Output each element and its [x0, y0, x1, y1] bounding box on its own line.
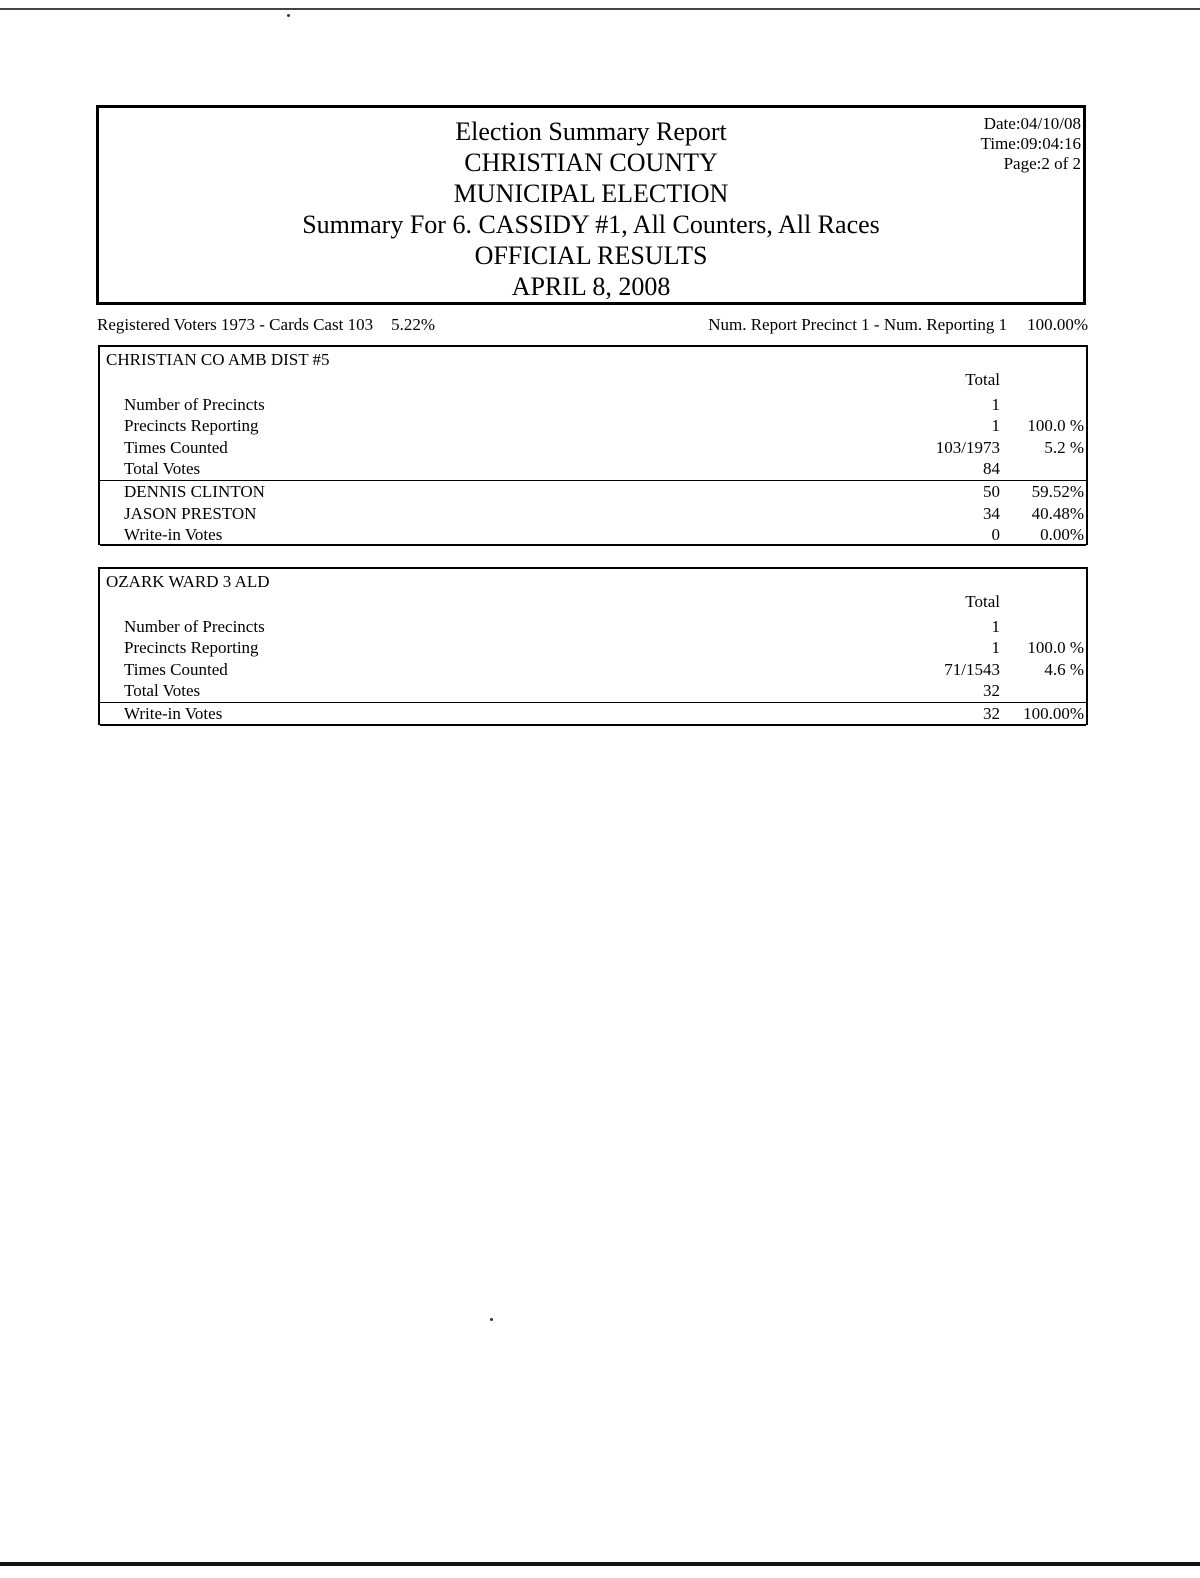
- race-box-ambulance-district: [98, 345, 1088, 545]
- candidate-row: [100, 703, 1086, 724]
- scan-speck: [490, 1318, 493, 1321]
- stat-label: Number of Precincts: [124, 617, 265, 636]
- scan-edge-top: [0, 8, 1200, 10]
- voter-summary-text: Registered Voters 1973 - Cards Cast 103: [97, 315, 374, 334]
- total-column-header: Total: [965, 370, 1000, 389]
- stat-value: 103/1973: [935, 438, 1000, 457]
- stat-row: [100, 659, 1086, 680]
- stat-label: Times Counted: [124, 660, 228, 679]
- candidate-percent: 59.52%: [1031, 482, 1084, 501]
- stat-value: 1: [991, 617, 1000, 636]
- scan-edge-bottom: [0, 1562, 1200, 1566]
- candidate-percent: 0.00%: [1040, 525, 1084, 544]
- candidate-votes: 0: [991, 525, 1000, 544]
- report-meta: [981, 114, 1081, 174]
- reporting-summary-text: Num. Report Precinct 1 - Num. Reporting 1: [708, 315, 1008, 334]
- candidate-percent: 100.00%: [1023, 704, 1084, 723]
- candidate-name: Write-in Votes: [124, 525, 223, 544]
- report-time: Time:09:04:16: [980, 134, 1081, 153]
- stat-value: 32: [983, 681, 1000, 700]
- stat-label: Precincts Reporting: [124, 416, 259, 435]
- stat-percent: 100.0 %: [1027, 416, 1084, 435]
- candidate-percent: 40.48%: [1031, 504, 1084, 523]
- voter-summary: [97, 315, 435, 335]
- stat-value: 1: [991, 416, 1000, 435]
- race-box-ozark-ward: [98, 567, 1088, 725]
- stat-label: Precincts Reporting: [124, 638, 259, 657]
- total-column-header: Total: [965, 592, 1000, 611]
- stat-row: [100, 458, 1086, 479]
- stat-row: [100, 616, 1086, 637]
- candidate-name: DENNIS CLINTON: [124, 482, 265, 501]
- stat-percent: 4.6 %: [1044, 660, 1084, 679]
- candidate-votes: 50: [983, 482, 1000, 501]
- report-date: Date:04/10/08: [983, 114, 1081, 133]
- race-box-bottom-edge: [100, 724, 1086, 726]
- candidate-name: Write-in Votes: [124, 704, 223, 723]
- scan-speck: [287, 14, 290, 17]
- summary-scope: Summary For 6. CASSIDY #1, All Counters, All Races: [302, 210, 880, 239]
- report-page: Page:2 of 2: [1003, 154, 1081, 173]
- election-type: MUNICIPAL ELECTION: [453, 179, 729, 208]
- candidate-row: [100, 503, 1086, 524]
- race-box-bottom-edge: [100, 544, 1086, 546]
- stat-label: Total Votes: [124, 681, 201, 700]
- candidate-votes: 34: [983, 504, 1000, 523]
- county-name: CHRISTIAN COUNTY: [464, 148, 718, 177]
- candidate-row: [100, 524, 1086, 545]
- candidate-name: JASON PRESTON: [124, 504, 257, 523]
- race-name: CHRISTIAN CO AMB DIST #5: [106, 350, 330, 369]
- results-status: OFFICIAL RESULTS: [474, 241, 708, 270]
- stat-value: 1: [991, 638, 1000, 657]
- stat-value: 1: [991, 395, 1000, 414]
- turnout-percent: 5.22%: [391, 315, 435, 334]
- candidate-row: [100, 481, 1086, 502]
- stat-row: [100, 680, 1086, 701]
- stat-row: [100, 394, 1086, 415]
- stat-row: [100, 437, 1086, 458]
- stat-row: [100, 415, 1086, 436]
- race-name: OZARK WARD 3 ALD: [106, 572, 270, 591]
- stat-value: 71/1543: [944, 660, 1000, 679]
- stat-label: Times Counted: [124, 438, 228, 457]
- stat-value: 84: [983, 459, 1000, 478]
- election-date: APRIL 8, 2008: [511, 272, 671, 301]
- report-title: Election Summary Report: [455, 117, 727, 146]
- candidate-votes: 32: [983, 704, 1000, 723]
- stat-row: [100, 637, 1086, 658]
- report-title-block: [99, 116, 1083, 302]
- reporting-summary: [708, 315, 1088, 335]
- stat-label: Number of Precincts: [124, 395, 265, 414]
- report-header-box: [96, 105, 1086, 305]
- stat-label: Total Votes: [124, 459, 201, 478]
- reporting-percent: 100.00%: [1027, 315, 1088, 334]
- stat-percent: 100.0 %: [1027, 638, 1084, 657]
- stat-percent: 5.2 %: [1044, 438, 1084, 457]
